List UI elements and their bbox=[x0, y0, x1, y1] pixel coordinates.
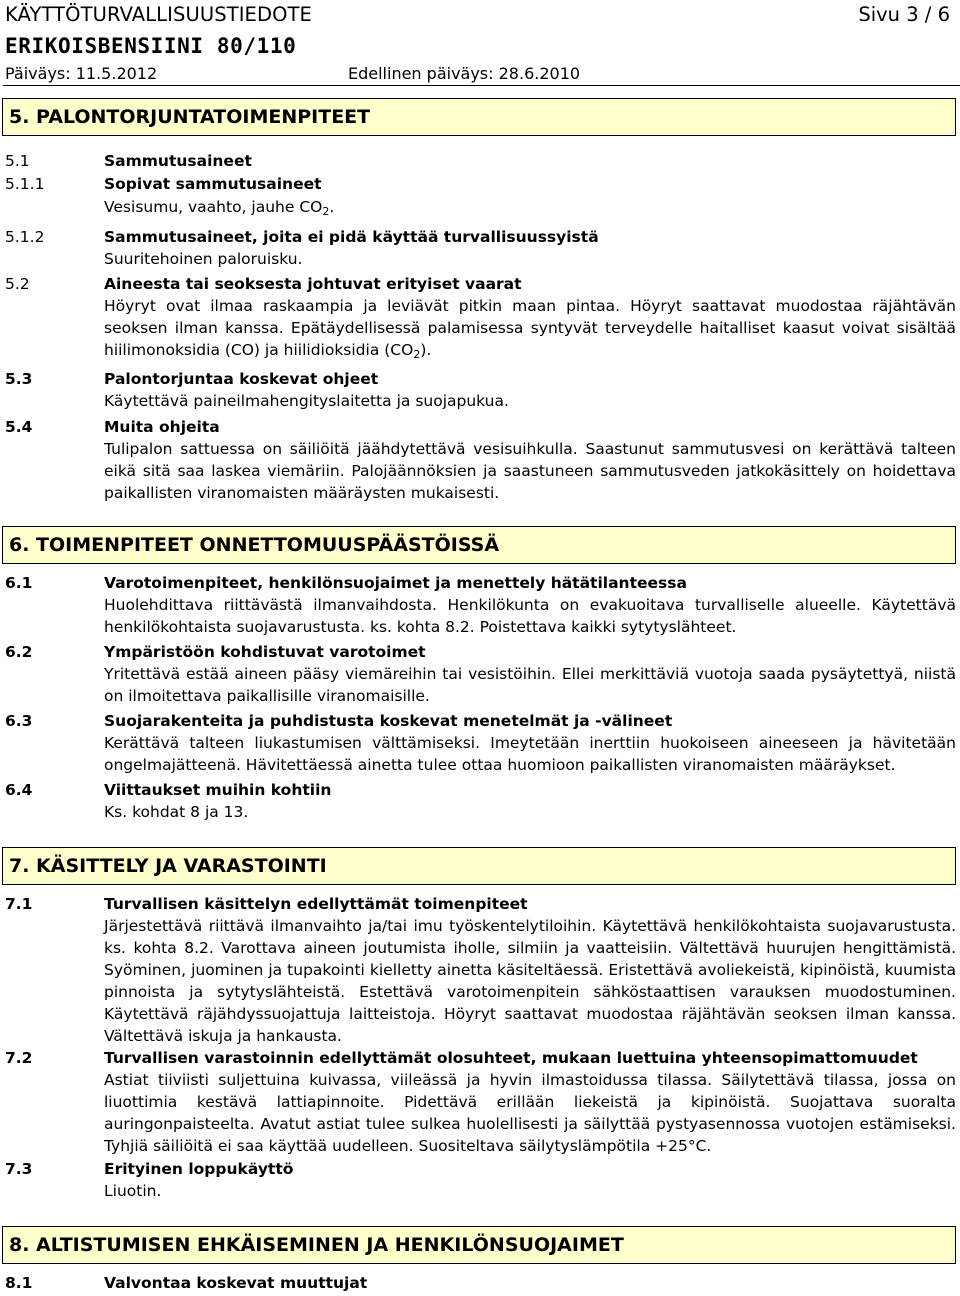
subsection-body: Käytettävä paineilmahengityslaitetta ja suojapukua. bbox=[104, 392, 509, 410]
subsection-number: 7.1 bbox=[5, 895, 33, 913]
header-divider bbox=[3, 85, 960, 86]
subsection-title: Aineesta tai seoksesta johtuvat erityiset vaarat bbox=[104, 275, 522, 293]
subsection-title: Valvontaa koskevat muuttujat bbox=[104, 1274, 368, 1292]
section-5-heading: 5. PALONTORJUNTATOIMENPITEET bbox=[2, 98, 956, 136]
subsection-number: 6.1 bbox=[5, 574, 33, 592]
subsection-title: Turvallisen varastoinnin edellyttämät olosuhteet, mukaan luettuina yhteensopimattomuudet bbox=[104, 1049, 918, 1067]
subsection-body: Ks. kohdat 8 ja 13. bbox=[104, 803, 249, 821]
subsection-title: Palontorjuntaa koskevat ohjeet bbox=[104, 370, 379, 388]
subsection-body: Järjestettävä riittävä ilmanvaihto ja/tai imu työskentelytiloihin. Käytettävä henkilökohtaista suojavarustusta. ks. kohta 8.2. Varottava aineen joutumista iholle, silmiin ja vaatteisiin. Vältettävä huurujen hengittämistä. Syöminen, juominen ja tupakointi kielletty ainetta käsiteltäessä. Eristettävä avoliekeistä, kipinöistä, kuumista pinnoista ja sytytyslähteistä. Estettävä varotoimenpitein sähköstaattisen varauksen muodostuminen. Käytettävä räjähdyssuojattuja laitteistoja. Höyryt saattavat muodostaa räjähtävän seoksen ilman kanssa. Vältettävä iskuja ja hankausta. bbox=[104, 917, 956, 1045]
subsection-title: Turvallisen käsittelyn edellyttämät toimenpiteet bbox=[104, 895, 528, 913]
subsection-body: Vesisumu, vaahto, jauhe $CO_2$. bbox=[104, 198, 335, 218]
subsection-number: 6.4 bbox=[5, 781, 33, 799]
subsection-number: 5.2 bbox=[5, 275, 30, 293]
previous-date: Edellinen päiväys: 28.6.2010 bbox=[348, 64, 581, 83]
document-title: KÄYTTÖTURVALLISUUSTIEDOTE bbox=[5, 3, 312, 26]
subsection-number: 5.1 bbox=[5, 152, 30, 170]
subsection-title: Viittaukset muihin kohtiin bbox=[104, 781, 332, 799]
issue-date: Päiväys: 11.5.2012 bbox=[5, 64, 158, 83]
subsection-title: Sammutusaineet bbox=[104, 152, 252, 170]
subsection-number: 8.1 bbox=[5, 1274, 33, 1292]
subsection-body: Höyryt ovat ilmaa raskaampia ja leviävät pitkin maan pintaa. Höyryt saattavat muodostaa räjähtävän seoksen ilman kanssa. Epätäydellisessä palamisessa syntyvät terveydelle haitalliset kaasut voivat sisältää hiilimonoksidia (CO) ja hiilidioksidia $(CO_2)$. bbox=[104, 297, 956, 361]
subsection-number: 5.1.2 bbox=[5, 228, 45, 246]
subsection-body: Yritettävä estää aineen pääsy viemäreihin tai vesistöihin. Ellei merkittäviä vuotoja saada pysäytettyä, niistä on ilmoitettava paikallisille viranomaisille. bbox=[104, 665, 956, 705]
subsection-number: 7.2 bbox=[5, 1049, 33, 1067]
subsection-number: 6.2 bbox=[5, 643, 33, 661]
subsection-number: 5.1.1 bbox=[5, 175, 45, 193]
subsection-body: Astiat tiiviisti suljettuina kuivassa, viileässä ja hyvin ilmastoidussa tilassa. Säilytettävä tilassa, jossa on liuottimia kestävä lattiapinnoite. Pidettävä erillään liekeistä ja kipinöistä. Suojattava suoralta auringonpaisteelta. Avatut astiat tulee sulkea huolellisesti ja säilyttää pystyasennossa vuotojen estämiseksi. Tyhjiä säiliöitä ei saa käyttää uudelleen. Suositeltava säilytyslämpötila +25°C. bbox=[104, 1071, 956, 1155]
subsection-title: Sammutusaineet, joita ei pidä käyttää turvallisuussyistä bbox=[104, 228, 599, 246]
subsection-body: Huolehdittava riittävästä ilmanvaihdosta. Henkilökunta on evakuoitava turvalliselle alueelle. Käytettävä henkilökohtaista suojavarustusta. ks. kohta 8.2. Poistettava kaikki sytytyslähteet. bbox=[104, 596, 956, 636]
subsection-number: 5.4 bbox=[5, 418, 33, 436]
subsection-title: Ympäristöön kohdistuvat varotoimet bbox=[104, 643, 426, 661]
section-7-heading: 7. KÄSITTELY JA VARASTOINTI bbox=[2, 847, 956, 885]
subsection-title: Sopivat sammutusaineet bbox=[104, 175, 322, 193]
subsection-body: Suuritehoinen paloruisku. bbox=[104, 250, 303, 268]
product-name: ERIKOISBENSIINI 80/110 bbox=[5, 34, 297, 58]
subsection-number: 6.3 bbox=[5, 712, 33, 730]
subsection-number: 5.3 bbox=[5, 370, 33, 388]
subsection-body: Tulipalon sattuessa on säiliöitä jäähdytettävä vesisuihkulla. Saastunut sammutusvesi on kerättävä talteen eikä sitä saa laskea viemäriin. Palojäännöksien ja saastuneen sammutusveden jatkokäsittely on hoidettava paikallisten viranomaisten määräysten mukaisesti. bbox=[104, 440, 956, 502]
section-6-heading: 6. TOIMENPITEET ONNETTOMUUSPÄÄSTÖISSÄ bbox=[2, 526, 956, 564]
subsection-title: Suojarakenteita ja puhdistusta koskevat menetelmät ja -välineet bbox=[104, 712, 673, 730]
subsection-body: Liuotin. bbox=[104, 1182, 162, 1200]
section-8-heading: 8. ALTISTUMISEN EHKÄISEMINEN JA HENKILÖNSUOJAIMET bbox=[2, 1226, 956, 1264]
subsection-title: Erityinen loppukäyttö bbox=[104, 1160, 294, 1178]
subsection-title: Muita ohjeita bbox=[104, 418, 220, 436]
page-number: Sivu 3 / 6 bbox=[858, 3, 950, 26]
subsection-title: Varotoimenpiteet, henkilönsuojaimet ja menettely hätätilanteessa bbox=[104, 574, 687, 592]
subsection-body: Kerättävä talteen liukastumisen välttämiseksi. Imeytetään inerttiin huokoiseen aineeseen ja hävitetään ongelmajätteenä. Hävitettäessä ainetta tulee ottaa huomioon paikallisten viranomaisten määräykset. bbox=[104, 734, 956, 774]
subsection-number: 7.3 bbox=[5, 1160, 33, 1178]
